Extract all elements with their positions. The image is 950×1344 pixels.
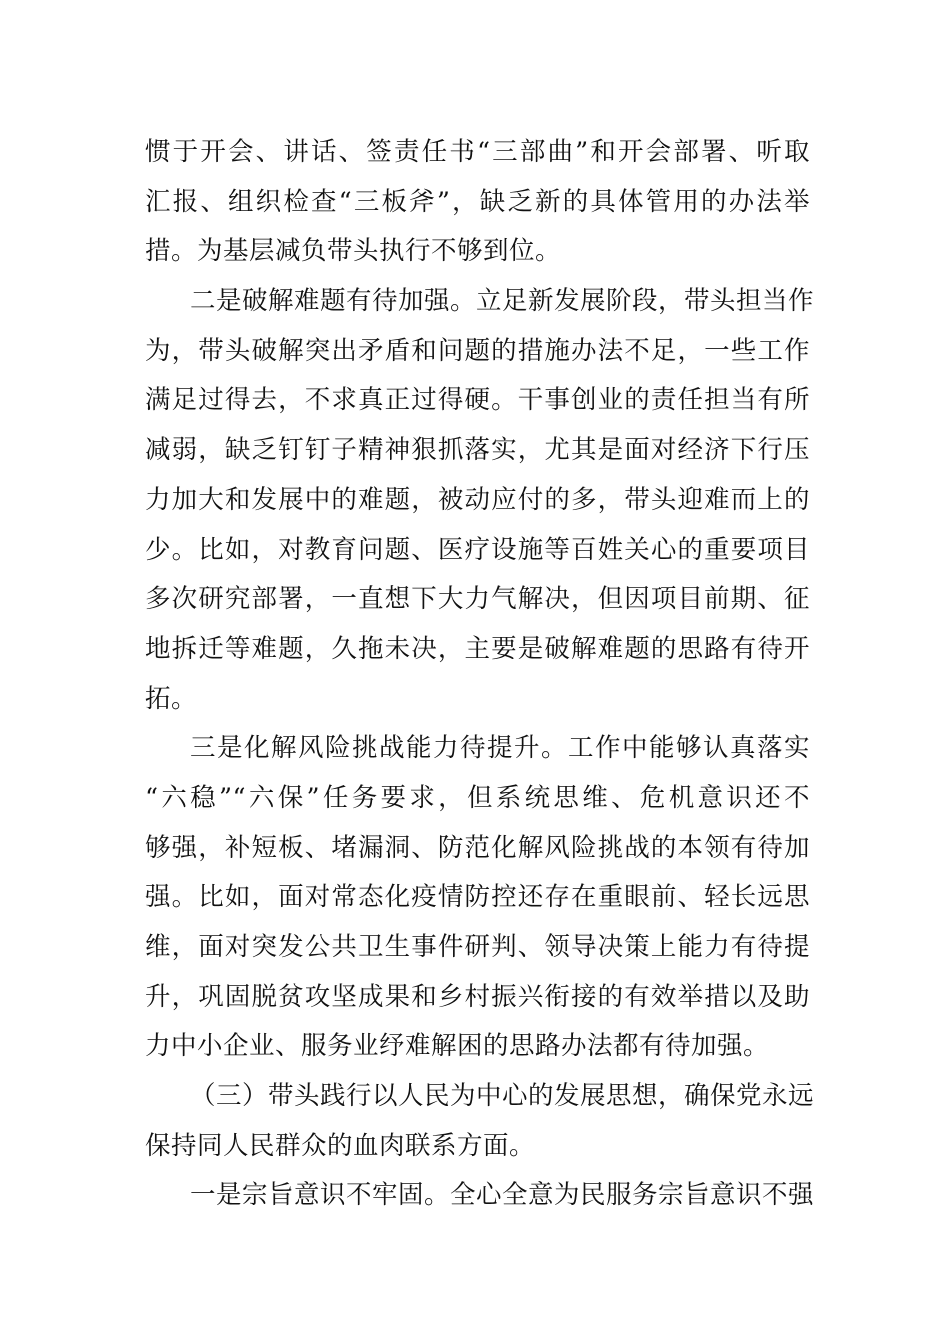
text-line: 够强，补短板、堵漏洞、防范化解风险挑战的本领有待加 — [145, 832, 810, 863]
text-line: 维，面对突发公共卫生事件研判、领导决策上能力有待提 — [145, 932, 810, 962]
section-heading-line: （三）带头践行以人民为中心的发展思想，确保党永远 — [190, 1081, 815, 1112]
text-line: “六稳”“六保”任务要求，但系统思维、危机意识还不 — [145, 782, 810, 813]
text-line: 地拆迁等难题，久拖未决，主要是破解难题的思路有待开 — [145, 633, 810, 664]
text-line: 少。比如，对教育问题、医疗设施等百姓关心的重要项目 — [145, 534, 810, 565]
text-line: 为，带头破解突出矛盾和问题的措施办法不足，一些工作 — [145, 335, 810, 366]
text-line: 力加大和发展中的难题，被动应付的多，带头迎难而上的 — [145, 484, 810, 515]
paragraph-start-line: 一是宗旨意识不牢固。全心全意为民服务宗旨意识不强 — [190, 1180, 815, 1211]
section-heading-line: 保持同人民群众的血肉联系方面。 — [145, 1130, 536, 1161]
text-line: 汇报、组织检查“三板斧”，缺乏新的具体管用的办法举 — [145, 186, 810, 217]
text-line: 惯于开会、讲话、签责任书“三部曲”和开会部署、听取 — [145, 137, 810, 167]
document-body — [145, 128, 815, 1221]
text-line: 强。比如，面对常态化疫情防控还存在重眼前、轻长远思 — [145, 882, 810, 913]
text-line: 力中小企业、服务业纾难解困的思路办法都有待加强。 — [145, 1031, 770, 1062]
text-line: 措。为基层减负带头执行不够到位。 — [145, 236, 562, 267]
text-line: 升，巩固脱贫攻坚成果和乡村振兴衔接的有效举措以及助 — [145, 981, 810, 1012]
text-line: 拓。 — [145, 683, 198, 714]
text-line: 满足过得去，不求真正过得硬。干事创业的责任担当有所 — [145, 385, 810, 416]
text-line: 多次研究部署，一直想下大力气解决，但因项目前期、征 — [145, 584, 810, 615]
paragraph-start-line: 三是化解风险挑战能力待提升。工作中能够认真落实 — [190, 733, 810, 764]
paragraph-start-line: 二是破解难题有待加强。立足新发展阶段，带头担当作 — [190, 286, 815, 317]
text-line: 减弱，缺乏钉钉子精神狠抓落实，尤其是面对经济下行压 — [145, 435, 810, 466]
